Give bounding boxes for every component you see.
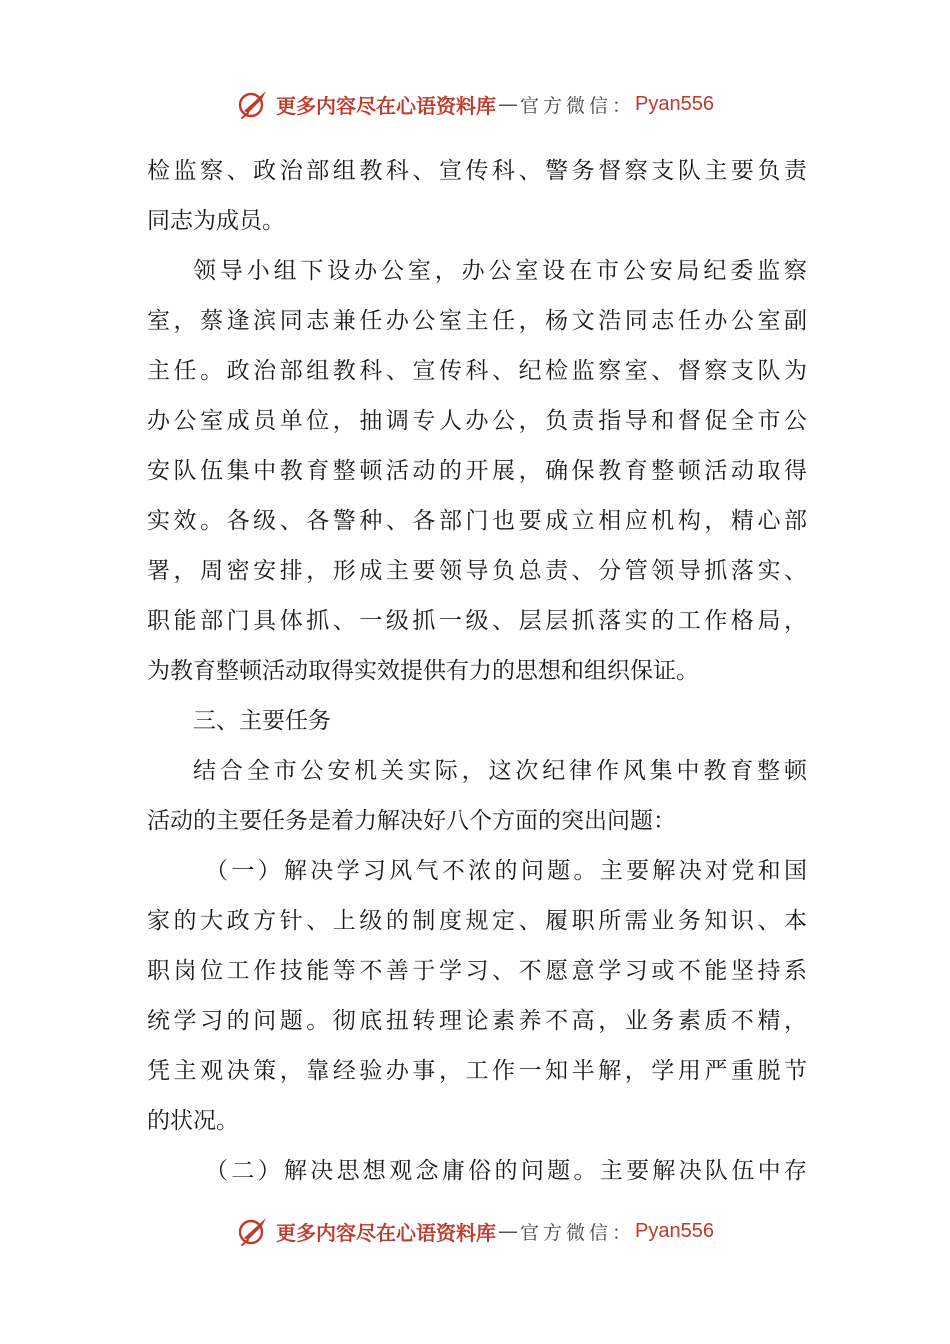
text-line: 家的大政方针、上级的制度规定、履职所需业务知识、本 [147,908,807,934]
watermark-wechat-id: Pyan556 [635,1219,714,1242]
text-line: 检监察、政治部组教科、宣传科、警务督察支队主要负责 [147,158,807,184]
text-line: 凭主观决策，靠经验办事，工作一知半解，学用严重脱节 [147,1058,807,1084]
text-line: 为教育整顿活动取得实效提供有力的思想和组织保证。 [147,658,699,684]
text-line: 结合全市公安机关实际，这次纪律作风集中教育整顿 [193,758,807,784]
quill-logo-icon [236,87,270,121]
text-line: （二）解决思想观念庸俗的问题。主要解决队伍中存 [205,1158,807,1184]
text-line: 领导小组下设办公室，办公室设在市公安局纪委监察 [193,258,807,284]
watermark-main-text: 更多内容尽在心语资料库 [276,1220,496,1245]
quill-logo-icon [236,1214,270,1248]
text-line: 职能部门具体抓、一级抓一级、层层抓落实的工作格局， [147,608,807,634]
text-line: 办公室成员单位，抽调专人办公，负责指导和督促全市公 [147,408,807,434]
text-line: 署，周密安排，形成主要领导负总责、分管领导抓落实、 [147,558,807,584]
section-heading: 三、主要任务 [193,708,331,734]
text-line: 实效。各级、各警种、各部门也要成立相应机构，精心部 [147,508,807,534]
footer-watermark [0,1211,950,1251]
text-line: 同志为成员。 [147,208,285,234]
text-line: 职岗位工作技能等不善于学习、不愿意学习或不能坚持系 [147,958,807,984]
text-line: 统学习的问题。彻底扭转理论素养不高，业务素质不精， [147,1008,807,1034]
watermark-separator: — [498,1219,518,1243]
watermark-wechat-label: 官方微信： [520,94,636,117]
text-line: 安队伍集中教育整顿活动的开展，确保教育整顿活动取得 [147,458,807,484]
header-watermark [0,84,950,124]
watermark-wechat-label: 官方微信： [520,1221,636,1244]
document-body [147,146,807,1196]
text-line: 的状况。 [147,1108,239,1134]
text-line: 活动的主要任务是着力解决好八个方面的突出问题： [147,808,676,834]
watermark-wechat-id: Pyan556 [635,92,714,115]
watermark-separator: — [498,92,518,116]
text-line: 主任。政治部组教科、宣传科、纪检监察室、督察支队为 [147,358,807,384]
text-line: （一）解决学习风气不浓的问题。主要解决对党和国 [205,858,807,884]
text-line: 室，蔡逢滨同志兼任办公室主任，杨文浩同志任办公室副 [147,308,807,334]
watermark-main-text: 更多内容尽在心语资料库 [276,93,496,118]
